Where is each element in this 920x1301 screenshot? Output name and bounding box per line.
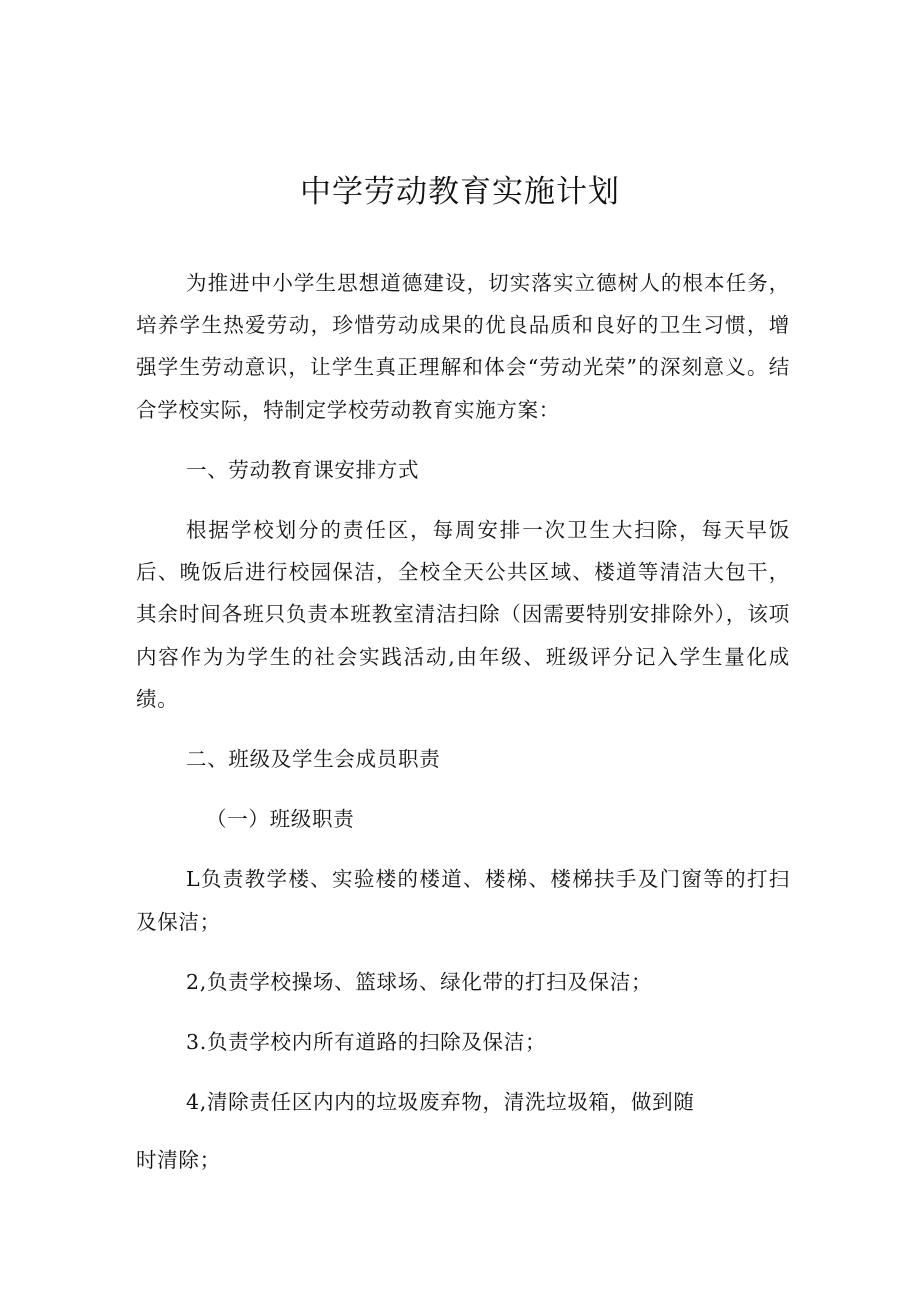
subsection-heading-1: （一）班级职责 [206,807,355,832]
intro-paragraph: 为推进中小学生思想道德建设，切实落实立德树人的根本任务，培养学生热爱劳动，珍惜劳动成果的优良品质和良好的卫生习惯，增强学生劳动意识，让学生真正理解和体会“劳动光荣”的深刻意义。结合学校实际，特制定学校劳动教育实施方案： [136,271,790,422]
section-heading-1: 一、劳动教育课安排方式 [186,457,420,482]
list-item: 3.负责学校内所有道路的扫除及保洁； [186,1030,547,1055]
list-item: 2,负责学校操场、篮球场、绿化带的打扫及保洁； [186,969,653,994]
document-body [136,262,790,1182]
list-item: 4,清除责任区内内的垃圾废弃物，清洗垃圾箱，做到随 [186,1090,695,1115]
section-heading-2: 二、班级及学生会成员职责 [186,747,441,772]
section-1-paragraph: 根据学校划分的责任区，每周安排一次卫生大扫除，每天早饭后、晚饭后进行校园保洁，全校全天公共区域、楼道等清洁大包干，其余时间各班只负责本班教室清洁扫除（因需要特别安排除外），该项内容作为为学生的社会实践活动,由年级、班级评分记入学生量化成绩。 [136,518,790,711]
list-item-continuation: 时清除； [136,1148,221,1173]
document-title: 中学劳动教育实施计划 [300,174,620,210]
list-item: L负责教学楼、实验楼的楼道、楼梯、楼梯扶手及门窗等的打扫及保洁； [136,867,790,934]
